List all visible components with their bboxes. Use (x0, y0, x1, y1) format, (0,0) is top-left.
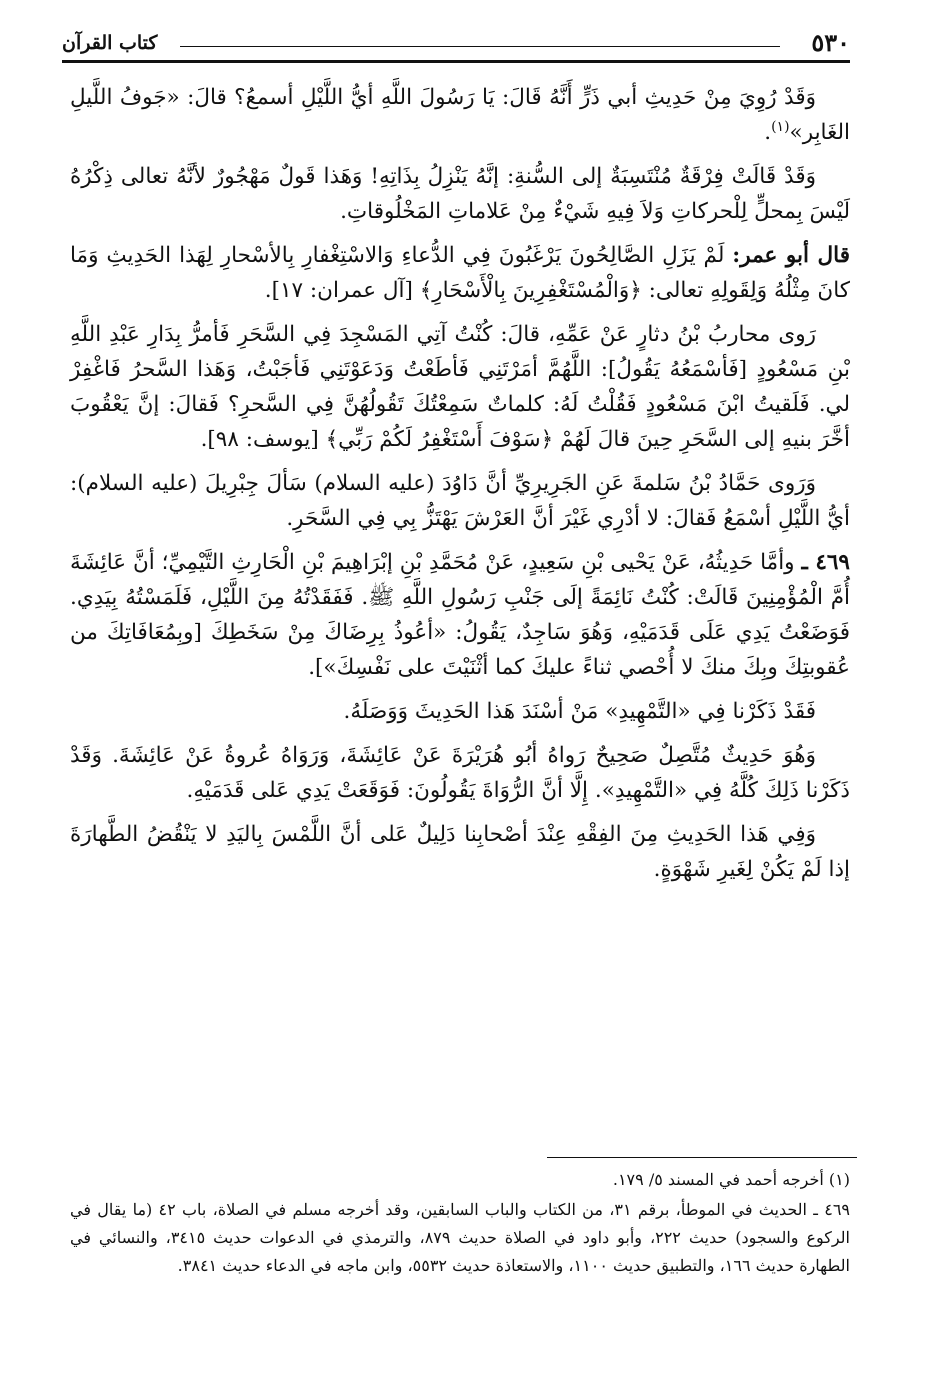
footnote-ref-1: (١) (771, 118, 790, 135)
paragraph-7: فَقَدْ ذَكَرْنا فِي «التَّمْهِيدِ» مَنْ أسْنَدَ هَذا الحَدِيثَ وَوَصَلَهُ. (343, 699, 816, 724)
footnotes (70, 1166, 850, 1282)
footnote-2: ٤٦٩ ـ الحديث في الموطأ، برقم ٣١، من الكتاب والباب السابقين، وقد أخرجه مسلم في الصلاة، باب ٤٢ (ما يقال في الركوع والسجود) حديث ٢٢٢، وأبو داود في الصلاة حديث ٨٧٩، والترمذي في الدعوات حديث ٣٤١٥، والنسائي في الطهارة حديث ١٦٦، والتطبيق حديث ١١٠٠، والاستعاذة حديث ٥٥٣٢، وابن ماجه في الدعاء حديث ٣٨٤١. (70, 1200, 851, 1275)
paragraph-4: رَوى محاربُ بْنُ دثارٍ عَنْ عَمِّهِ، قالَ: كُنْتُ آتِي المَسْجِدَ فِي السَّحَرِ فَأمرُّ بِدَارِ عَبْدِ اللَّهِ بْنِ مَسْعُودٍ [فَأسْمَعُهُ يَقُولُ]: اللَّهُمَّ أمَرْتَنِي فَأطَعْتُ وَدَعَوْتَنِي فَأجَبْتُ، وَهَذا السَّحرُ فَاغْفِرْ لي. فَلَقيتُ ابْنَ مَسْعُودٍ فَقُلْتُ لَهُ: كلماتٌ سَمِعْتُكَ تَقُولُهُنَّ فِي السَّحرِ؟ فَقالَ: إنَّ يَعْقُوبَ أخَّرَ بنيهِ إلى السَّحَرِ حِينَ قالَ لَهُمْ ﴿سَوْفَ أَسْتَغْفِرُ لَكُمْ رَبِّي﴾ [يوسف: ٩٨]. (70, 322, 850, 452)
footnote-1: (١) أخرجه أحمد في المسند ٥/ ١٧٩. (612, 1170, 850, 1189)
paragraph-2: وَقَدْ قَالَتْ فِرْقَةٌ مُنْتَسِبَةٌ إلى السُّنةِ: إنَّهُ يَنْزِلُ بِذَاتِهِ! وَهَذا قَولٌ مَهْجُورٌ لأنَّهُ تعالى ذِكْرُهُ لَيْسَ بِمحلٍّ لِلْحركاتِ وَلاَ فِيهِ شَيْءٌ مِنْ عَلاماتِ المَخْلُوقاتِ. (70, 164, 850, 224)
paragraph-3-text: لَمْ يَزَلِ الصَّالِحُونَ يَرْغَبُونَ فِي الدُّعاءِ وَالاسْتِغْفارِ بِالأسْحارِ لِهَذا الحَدِيثِ وَمَا كانَ مِثْلُهُ وَلِقَولِهِ تعالى: ﴿وَالْمُسْتَغْفِرِينَ بِالْأَسْحَارِ﴾ [آل عمران: ١٧]. (70, 243, 850, 303)
book-title: كتاب القرآن (62, 32, 158, 54)
footnote-separator (547, 1157, 857, 1158)
page-header (62, 22, 850, 62)
paragraph-1 (70, 80, 850, 150)
paragraph-9: وَفِي هَذا الحَدِيثِ مِنَ الفِقْهِ عِنْدَ أصْحابِنا دَلِيلٌ عَلى أنَّ اللَّمْسَ بِاليَدِ لا يَنْقُضُ الطَّهارَةَ إذا لَمْ يَكُنْ لِغَيرِ شَهْوَةٍ. (70, 822, 850, 882)
page-number: ٥٣٠ (811, 28, 850, 57)
paragraph-8: وَهُوَ حَدِيثٌ مُتَّصِلٌ صَحِيحٌ رَواهُ أبُو هُرَيْرَةَ عَنْ عَائِشَةَ، وَرَوَاهُ عُروةُ عَنْ عَائِشَةَ. وَقَدْ ذَكَرْنا ذَلِكَ كُلَّهُ فِي «التَّمْهِيدِ». إِلَّا أنَّ الرُّوَاةَ يَقُولُونَ: فَوَقَعَتْ يَدِي عَلى قَدَمَيْهِ. (70, 743, 850, 803)
main-text (70, 80, 850, 896)
paragraph-6 (70, 545, 850, 685)
paragraph-1-text: وَقَدْ رُوِيَ مِنْ حَدِيثِ أبي ذَرٍّ أَنَّهُ قَالَ: يَا رَسُولَ اللَّهِ أيُّ اللَّيْلِ أسمعُ؟ قالَ: «جَوفُ اللَّيلِ الغَابِر» (70, 85, 850, 145)
paragraph-5: وَرَوى حَمَّادُ بْنُ سَلمةَ عَنِ الجَرِيرِيِّ أنَّ دَاوُدَ (عليه السلام) سَألَ جِبْرِيلَ (عليه السلام): أيُّ اللَّيْلِ أسْمَعُ فَقالَ: لا أدْرِي غَيْرَ أنَّ العَرْشَ يَهْتَزُّ بِي فِي السَّحَرِ. (70, 471, 850, 531)
paragraph-1-end: . (764, 120, 772, 145)
header-rule (62, 60, 850, 63)
author-lead: قال أبو عمر: (732, 243, 850, 268)
paragraph-3 (70, 238, 850, 308)
hadith-number: ٤٦٩ ـ (801, 550, 850, 575)
paragraph-6-text: وأمَّا حَدِيثُهُ، عَنْ يَحْيى بْنِ سَعِيدٍ، عَنْ مُحَمَّدِ بْنِ إبْرَاهِيمَ بْنِ الْحَارِثِ التَّيْمِيِّ؛ أنَّ عَائِشَةَ أُمَّ الْمُؤْمِنِينَ قَالَتْ: كُنْتُ نَائِمَةً إلَى جَنْبِ رَسُولِ اللَّهِ ﷺ. فَفَقَدْتُهُ مِنَ اللَّيْلِ، فَلَمَسْتُهُ بِيَدِي. فَوَضَعْتُ يَدِي عَلَى قَدَمَيْهِ، وَهُوَ سَاجِدٌ، يَقُولُ: «أعُوذُ بِرِضَاكَ مِنْ سَخَطِكَ [وبِمُعَافَاتِكَ من عُقوبتِكَ وبِكَ منكَ لا أُحْصي ثناءً عليكَ كما أثْنَيْتَ على نَفْسِكَ»]. (70, 550, 850, 680)
header-dash-line (180, 46, 780, 47)
